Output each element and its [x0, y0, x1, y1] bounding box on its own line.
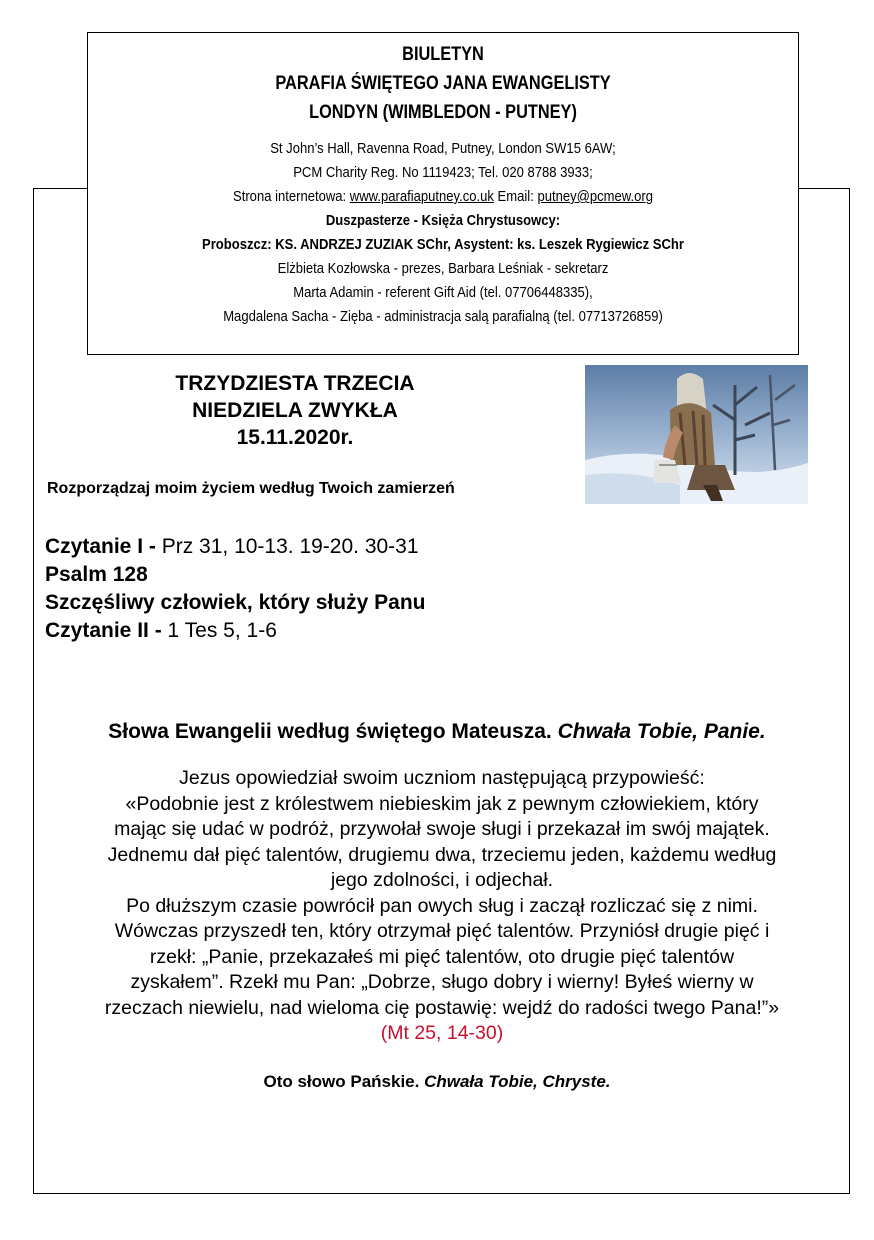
gospel-heading-text: Słowa Ewangelii według świętego Mateusza. — [108, 720, 552, 743]
website-label: Strona internetowa: — [233, 189, 347, 205]
gospel-line: «Podobnie jest z królestwem niebieskim jak z pewnym człowiekiem, który — [125, 792, 759, 815]
parish-address: St John’s Hall, Ravenna Road, Putney, London SW15 6AW; — [270, 141, 616, 157]
email-label: Email: — [497, 189, 534, 205]
bulletin-title: BIULETYN — [402, 44, 484, 65]
gospel-closing-text: Oto słowo Pańskie. — [263, 1072, 420, 1091]
gospel-line: Jezus opowiedział swoim uczniom następującą przypowieść: — [179, 767, 705, 789]
first-reading — [45, 533, 425, 561]
bulletin-header — [87, 32, 799, 355]
kneeling-servant-illustration — [585, 365, 808, 504]
gospel-text — [40, 766, 844, 1047]
sunday-motto: Rozporządzaj moim życiem według Twoich zamierzeń — [47, 480, 455, 497]
first-reading-ref: Prz 31, 10-13. 19-20. 30-31 — [161, 535, 419, 558]
gospel-line: zyskałem”. Rzekł mu Pan: „Dobrze, sługo dobry i wierny! Byłeś wierny w — [130, 971, 754, 993]
gospel-line: Po dłuższym czasie powrócił pan owych sług i zaczął rozliczać się z nimi. — [126, 894, 758, 917]
gospel-heading — [0, 720, 874, 744]
parish-location: LONDYN (WIMBLEDON - PUTNEY) — [309, 102, 577, 123]
second-reading — [45, 617, 425, 645]
readings-list — [45, 533, 425, 645]
contact-line — [124, 185, 763, 209]
second-reading-ref: 1 Tes 5, 1-6 — [167, 619, 277, 642]
gospel-line: jego zdolności, i odjechał. — [330, 869, 554, 891]
pastors-heading: Duszpasterze - Księża Chrystusowcy: — [325, 213, 561, 229]
gospel-line: mając się udać w podróż, przywołał swoje sługi i przekazał im swój majątek. — [114, 818, 770, 840]
website-link[interactable]: www.parafiaputney.co.uk — [349, 189, 494, 205]
gospel-closing-response: Chwała Tobie, Chryste. — [424, 1072, 611, 1091]
gospel-line: rzeczach niewielu, nad wieloma cię postawię: wejdź do radości twego Pana!”» — [104, 996, 780, 1019]
charity-info: PCM Charity Reg. No 1119423; Tel. 020 8788 3933; — [293, 165, 593, 181]
sunday-title-line2: NIEDZIELA ZWYKŁA — [192, 399, 398, 422]
council-members: Elżbieta Kozłowska - prezes, Barbara Leśniak - sekretarz — [277, 261, 609, 277]
first-reading-label: Czytanie I - — [45, 535, 162, 558]
second-reading-label: Czytanie II - — [45, 619, 168, 642]
hall-admin-contact: Magdalena Sacha - Zięba - administracja salą parafialną (tel. 07713726859) — [223, 309, 663, 325]
gospel-reference: (Mt 25, 14-30) — [380, 1022, 504, 1044]
psalm-refrain: Szczęśliwy człowiek, który służy Panu — [45, 591, 426, 614]
sunday-title-line1: TRZYDZIESTA TRZECIA — [175, 372, 415, 395]
gospel-closing — [0, 1072, 874, 1092]
email-link[interactable]: putney@pcmew.org — [537, 189, 653, 205]
gospel-line: rzekł: „Panie, przekazałeś mi pięć talentów, oto drugie pięć talentów — [149, 945, 735, 968]
psalm-label: Psalm 128 — [45, 563, 148, 586]
sunday-title — [150, 370, 440, 451]
gospel-line: Jednemu dał pięć talentów, drugiemu dwa, trzeciemu jeden, każdemu według — [107, 843, 777, 866]
sunday-date: 15.11.2020r. — [236, 426, 354, 449]
gift-aid-contact: Marta Adamin - referent Gift Aid (tel. 07706448335), — [293, 285, 593, 301]
gospel-line: Wówczas przyszedł ten, który otrzymał pięć talentów. Przyniósł drugie pięć i — [114, 920, 770, 942]
parish-name: PARAFIA ŚWIĘTEGO JANA EWANGELISTY — [275, 73, 611, 94]
pastors-names: Proboszcz: KS. ANDRZEJ ZUZIAK SChr, Asystent: ks. Leszek Rygiewicz SChr — [201, 237, 684, 253]
gospel-heading-response: Chwała Tobie, Panie. — [557, 720, 766, 743]
